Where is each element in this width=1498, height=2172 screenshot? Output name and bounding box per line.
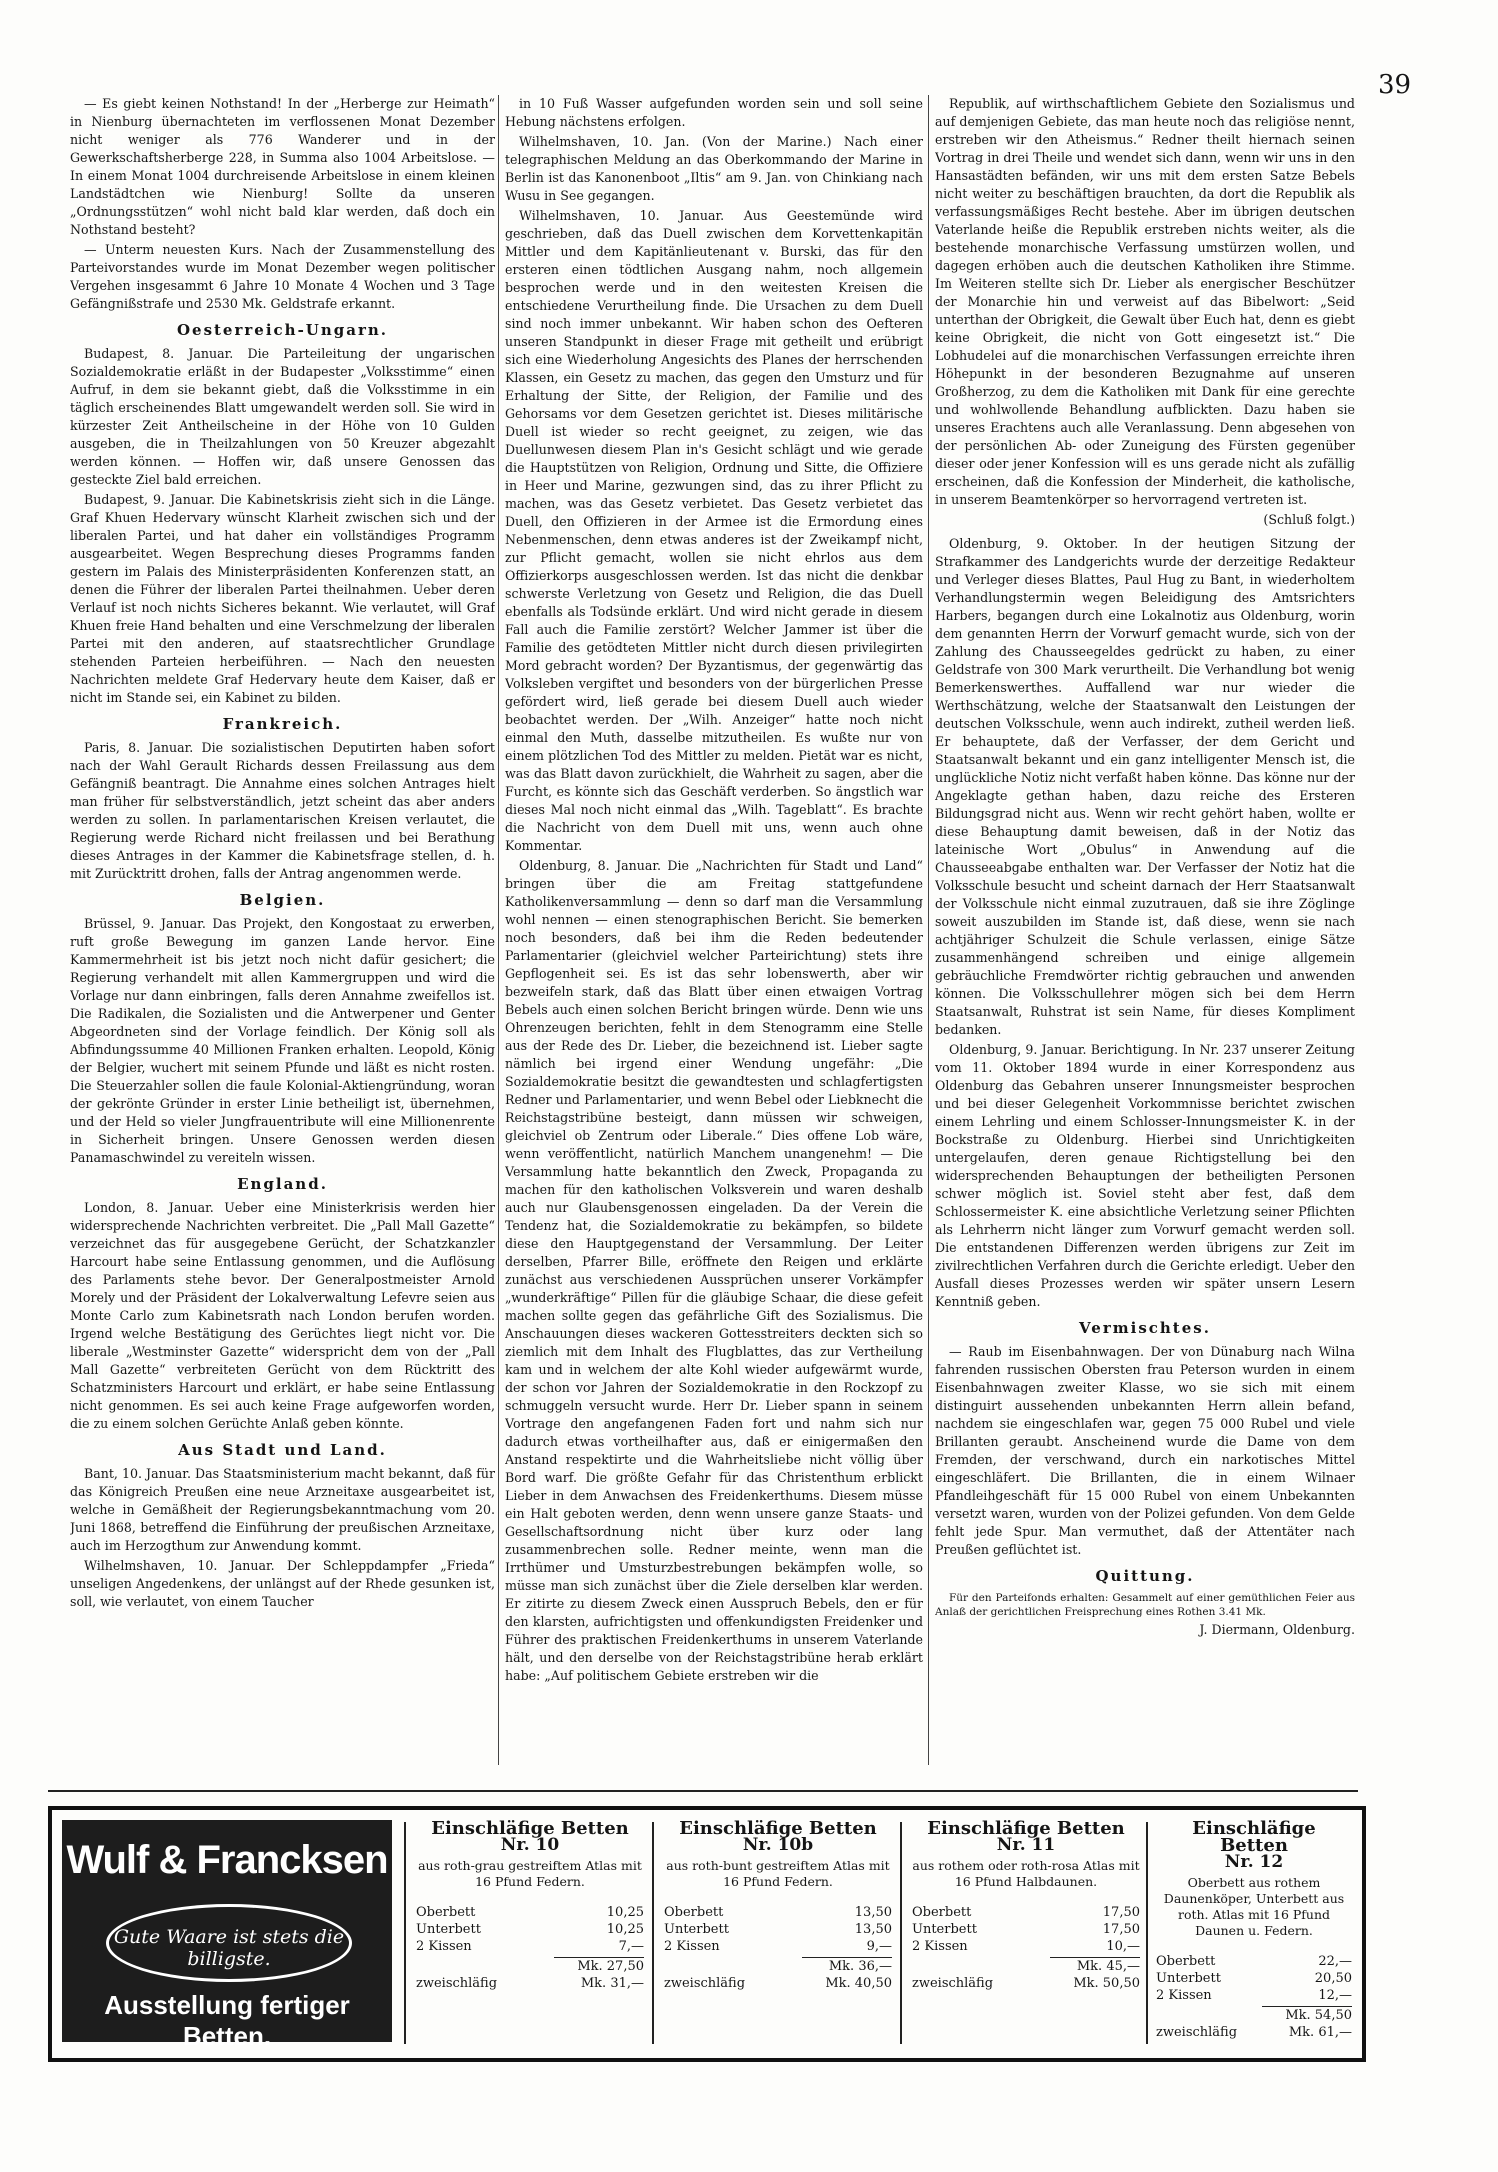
offer-nr-10 <box>416 1820 644 2044</box>
item-price: 13,50 <box>854 1922 892 1937</box>
offer-description: aus roth-bunt gestreiftem Atlas mit 16 Pfund Federn. <box>666 1858 890 1889</box>
offer-nr-11 <box>912 1820 1140 2044</box>
item-label: Oberbett <box>664 1905 724 1920</box>
double-price: Mk. 50,50 <box>1073 1976 1140 1991</box>
price-row <box>664 1904 892 1921</box>
article-paragraph: — Unterm neuesten Kurs. Nach der Zusammenstellung des Parteivorstandes wurde im Monat Dezember wegen politischer Vergehen insgesammt 6 Jahre 10 Monate 4 Wochen und 3 Tage Gefängnißstrafe und 2530 Mk. Geldstrafe erkannt. <box>70 242 495 311</box>
offer-total: Mk. 36,— <box>802 1957 892 1975</box>
item-label: 2 Kissen <box>1156 1988 1212 2003</box>
item-price: 17,50 <box>1102 1905 1140 1920</box>
double-label: zweischläfig <box>416 1976 498 1991</box>
section-heading: Belgien. <box>239 891 326 909</box>
offer-title: Einschläfige Betten <box>679 1818 877 1839</box>
item-label: Oberbett <box>1156 1954 1216 1969</box>
section-heading: Vermischtes. <box>1079 1319 1211 1337</box>
ad-top-rule <box>48 1790 1358 1792</box>
offer-nr-12 <box>1156 1820 1352 2044</box>
price-row <box>416 1938 644 1955</box>
item-label: Unterbett <box>664 1922 729 1937</box>
offer-number: Nr. 10b <box>742 1835 814 1855</box>
price-row <box>1156 1970 1352 1987</box>
price-row <box>416 1904 644 1921</box>
item-label: 2 Kissen <box>912 1939 968 1954</box>
article-paragraph: in 10 Fuß Wasser aufgefunden worden sein und soll seine Hebung nächstens erfolgen. <box>505 96 923 129</box>
offer-title: Einschläfige Betten <box>1192 1818 1316 1856</box>
double-bed-row <box>1156 2024 1352 2041</box>
section-heading: England. <box>237 1175 328 1193</box>
double-price: Mk. 61,— <box>1288 2025 1352 2040</box>
offer-number: Nr. 12 <box>1224 1852 1284 1872</box>
offer-total: Mk. 27,50 <box>554 1957 644 1975</box>
column-2 <box>505 95 923 1775</box>
offer-nr-10b <box>664 1820 892 2044</box>
offer-number: Nr. 10 <box>500 1835 560 1855</box>
double-label: zweischläfig <box>912 1976 994 1991</box>
item-label: Unterbett <box>1156 1971 1221 1986</box>
item-label: 2 Kissen <box>416 1939 472 1954</box>
item-label: Unterbett <box>912 1922 977 1937</box>
item-price: 13,50 <box>854 1905 892 1920</box>
offer-total: Mk. 45,— <box>1050 1957 1140 1975</box>
double-price: Mk. 31,— <box>580 1976 644 1991</box>
column-1 <box>70 95 495 1775</box>
article-paragraph: Budapest, 9. Januar. Die Kabinetskrisis zieht sich in die Länge. Graf Khuen Hedervary wünscht Klarheit zwischen sich und der liberalen Partei, und hat daher ein vollständiges Programm ausgearbeitet. Wegen Besprechung dieses Programms fanden gestern im Palais des Ministerpräsidenten Konferenzen statt, an denen die Führer der liberalen Partei theilnahmen. Ueber deren Verlauf ist noch nichts Sicheres bekannt. Wie verlautet, will Graf Khuen freie Hand behalten und eine Verschmelzung der liberalen Partei mit den anderen, auf staatsrechtlicher Grundlage stehenden Parteien herbeiführen. — Nach den neuesten Nachrichten meldete Graf Hedervary heute dem Kaiser, daß er nicht im Stande sei, ein Kabinet zu bilden. <box>70 492 495 705</box>
article-paragraph: Brüssel, 9. Januar. Das Projekt, den Kongostaat zu erwerben, ruft große Bewegung im ganzen Lande hervor. Eine Kammermehrheit ist bis jetzt noch nicht dafür gesichert; die Regierung verhandelt mit allen Kammergruppen und wird die Vorlage nur dann einbringen, falls deren Annahme zweifellos ist. Die Radikalen, die Sozialisten und die Antwerpener und Genter Abgeordneten sind der Vorlage feindlich. Der König soll als Abfindungssumme 40 Millionen Franken erhalten. Leopold, König der Belgier, wuchert mit seinem Pfunde und läßt es nicht rosten. Die Steuerzahler sollen die faule Kolonial-Aktiengründung, woran der gekrönte Gründer in erster Linie betheiligt ist, übernehmen, und der Held so vieler Jungfrauentribute will eine Millionenrente in Sicherheit bringen. Unsere Genossen werden diesen Panamaschwindel zu vereiteln wissen. <box>70 916 495 1165</box>
article-paragraph: Wilhelmshaven, 10. Januar. Aus Geestemünde wird geschrieben, daß das Duell zwischen dem Korvettenkapitän Mittler und dem Kapitänlieutenant v. Burski, das für den ersteren einen tödtlichen Ausgang nahm, noch allgemein besprochen werde und in den weitesten Kreisen die entschiedene Verurtheilung finde. Die Ursachen zu dem Duell sind noch immer unbekannt. Wir haben schon des Oefteren unseren Standpunkt in dieser Frage mit getheilt und erübrigt sich eine Wiederholung Angesichts des Planes der herrschenden Klassen, ein Gesetz zu machen, das gegen den Umsturz und für Erhaltung der Sitte, der Religion, der Familie und des Gehorsams vor dem Gesetzen gerichtet ist. Dieses militärische Duell ist wieder so recht geeignet, zu zeigen, wie das Duellunwesen diesem Plan in's Gesicht schlägt und wie gerade die Hauptstützen von Religion, Ordnung und Sitte, die Offiziere in Heer und Marine, gezwungen sind, das zu ihrer Pflicht zu machen, was das Gesetz verbietet. Das Gesetz verbietet das Duell, den Offizieren in der Armee ist die Ermordung eines Nebenmenschen, denn etwas anderes ist der Zweikampf nicht, zur Pflicht gemacht, wollen sie nicht ehrlos aus dem Offizierkorps ausgeschlossen werden. Ist das nicht die denkbar schwerste Verletzung von Gesetz und Religion, die das Duell ebenfalls als Todsünde erklärt. Und wird nicht gerade in diesem Fall auch die Familie zerstört? Welcher Jammer ist über die Familie des getödteten Mittler nicht durch diesen privilegirten Mord gebracht worden? Der Byzantismus, der gegenwärtig das Volksleben vergiftet und besonders von der bürgerlichen Presse gefördert wird, ließ gerade bei diesem Duell auch wieder beobachtet werden. Der „Wilh. Anzeiger“ hatte noch nicht einmal den Muth, dasselbe mitzutheilen. Es wußte nur von einem plötzlichen Tod des Mittler zu melden. Pietät war es nicht, was das Blatt davon zurückhielt, die Wahrheit zu sagen, aber die Furcht, es könnte sich das Geschäft verderben. So ängstlich war dieses Mal noch nicht einmal das „Wilh. Tageblatt“. Es brachte die Nachricht von dem Duell mit uns, wenn auch ohne Kommentar. <box>505 208 923 853</box>
signature-line: J. Diermann, Oldenburg. <box>1199 1622 1355 1637</box>
section-heading: Aus Stadt und Land. <box>178 1441 387 1459</box>
brand-name: Wulf & Francksen <box>66 1838 388 1882</box>
double-price: Mk. 40,50 <box>825 1976 892 1991</box>
double-label: zweischläfig <box>664 1976 746 1991</box>
section-heading: Quittung. <box>1095 1567 1195 1585</box>
double-label: zweischläfig <box>1156 2025 1238 2040</box>
article-paragraph: London, 8. Januar. Ueber eine Ministerkrisis werden hier widersprechende Nachrichten verbreitet. Die „Pall Mall Gazette“ verzeichnet das für ausgegebene Gerücht, der Schatzkanzler Harcourt habe seine Entlassung genommen, und die Auflösung des Parlaments stehe bevor. Der Generalpostmeister Arnold Morely und der Präsident der Lokalverwaltung Lefevre seien aus Monte Carlo zum Kabinetsrath nach London berufen worden. Irgend welche Bestätigung des Gerüchtes liegt nicht vor. Die liberale „Westminster Gazette“ widerspricht dem von der „Pall Mall Gazette“ verbreiteten Gerücht von dem Rücktritt des Schatzministers Harcourt und erklärt, er habe seine Entlassung nicht genommen. Es sei auch keine Frage aufgeworfen worden, die zu einem solchen Gerüchte Anlaß geben könnte. <box>70 1200 495 1431</box>
article-paragraph: Republik, auf wirthschaftlichem Gebiete den Sozialismus und auf demjenigen Gebiete, das man heute noch das religiöse nennt, erstreben wir den Atheismus.“ Redner theilt hiernach seinen Vortrag in drei Theile und wendet sich dann, wenn wir uns in den Hansastädten befänden, wir uns mit dem ersten Satze Bebels nicht weiter zu beschäftigen brauchten, da dort die Republik als verfassungsmäßiges Recht bestehe. Aber im übrigen deutschen Vaterlande heiße die Republik erstreben nichts weiter, als die bestehende monarchische Verfassung umstürzen wollen, und dagegen erhöben auch die deutschen Katholiken ihre Stimme. Im Weiteren stellte sich Dr. Lieber als energischer Beschützer der Monarchie hin und verweist auf das Bibelwort: „Seid unterthan der Obrigkeit, die Gewalt über Euch hat, denn es giebt keine Obrigkeit, die nicht von Gott eingesetzt ist.“ Die Lobhudelei auf die monarchischen Verfassungen erreichte ihren Höhepunkt in der besonderen Bezugnahme auf unseren Großherzog, zu dem die Katholiken mit Dank für eine gerechte und wohlwollende Behandlung aufblickten. Dazu haben sie unseres Erachtens auch alle Veranlassung. Denn abgesehen von der persönlichen Ab- oder Zuneigung des Fürsten gegenüber dieser oder jener Konfession will es uns gerade nicht als zufällig erscheinen, daß die Konfession der Minderheit, die katholische, in unserem Beamtenkörper so hervorragend vertreten ist. <box>935 96 1355 507</box>
offer-description: aus rothem oder roth-rosa Atlas mit 16 Pfund Halbdaunen. <box>912 1858 1140 1889</box>
notice-text: Für den Parteifonds erhalten: Gesammelt auf einer gemüthlichen Feier aus Anlaß der gerichtlichen Freisprechung eines Rothen 3.41 Mk. <box>935 1592 1355 1618</box>
price-row <box>416 1921 644 1938</box>
item-price: 22,— <box>1318 1954 1352 1969</box>
offer-description: aus roth-grau gestreiftem Atlas mit 16 Pfund Federn. <box>418 1858 642 1889</box>
article-paragraph: Wilhelmshaven, 10. Januar. Der Schleppdampfer „Frieda“ unseligen Angedenkens, der unlängst auf der Rhede gesunken ist, soll, wie verlautet, von einem Taucher <box>70 1558 495 1609</box>
article-paragraph: Oldenburg, 9. Januar. Berichtigung. In Nr. 237 unserer Zeitung vom 11. Oktober 1894 wurde in einer Korrespondenz aus Oldenburg das Gebahren unserer Innungsmeister besprochen und bei dieser Gelegenheit Vorkommnisse berichtet zwischen einem Lehrling und einem Schlosser-Innungsmeister K. in der Bockstraße zu Oldenburg. Hierbei sind Unrichtigkeiten untergelaufen, deren genaue Richtigstellung bei den widersprechenden Behauptungen der betheiligten Personen schwer möglich ist. Soviel steht aber fest, daß dem Schlossermeister K. eine absichtliche Verletzung seiner Pflichten als Lehrherrn nicht länger zum Vorwurf gemacht werden soll. Die entstandenen Differenzen werden übrigens zur Zeit im zivilrechtlichen Verfahren durch die Gerichte erledigt. Ueber den Ausfall dieses Prozesses werden wir später unsern Lesern Kenntniß geben. <box>935 1042 1355 1309</box>
column-divider <box>498 95 499 1765</box>
item-price: 20,50 <box>1314 1971 1352 1986</box>
column-divider <box>928 95 929 1765</box>
double-bed-row <box>912 1975 1140 1992</box>
item-price: 17,50 <box>1102 1922 1140 1937</box>
article-paragraph: Oldenburg, 9. Oktober. In der heutigen Sitzung der Strafkammer des Landgerichts wurde der derzeitige Redakteur und Verleger dieses Blattes, Paul Hug zu Bant, in wiederholtem Verhandlungstermin wegen Beleidigung des Amtsrichters Harbers, begangen durch eine Lokalnotiz aus Oldenburg, worin dem genannten Herrn der Vorwurf gemacht wurde, sich von der Zahlung des Chausseegeldes gedrückt zu haben, zu einer Geldstrafe von 300 Mark verurtheilt. Die Verhandlung bot wenig Bemerkenswerthes. Auffallend war nur wieder die Werthschätzung, welche der Staatsanwalt den Leistungen der deutschen Volksschule, wenn auch indirekt, zutheil werden ließ. Er behauptete, daß der Verfasser, der dem Gericht und Staatsanwalt bekannt und ein ganz intelligenter Mensch ist, die unglückliche Notiz nicht verfaßt haben könne. Das könne nur der Angeklagte gethan haben, dazu reiche des Ersteren Bildungsgrad nicht aus. Wenn wir recht gehört haben, wollte er diese Behauptung damit beweisen, daß in der Notiz das lateinische Wort „Obulus“ in Anwendung auf die Chausseeabgabe enthalten war. Der Verfasser der Notiz hat die Volksschule besucht und scheint darnach der Herr Staatsanwalt der Volksschule nicht einmal zuzutrauen, daß sie ihre Zöglinge soweit auszubilden im Stande ist, daß diese, wenn sie nach achtjähriger Schulzeit die Schule verlassen, einige Sätze zusammenhängend schreiben und einige allgemein gebräuchliche Fremdwörter richtig gebrauchen und anwenden können. Die Volksschullehrer mögen sich bei dem Herrn Staatsanwalt, Ruhstrat ist sein Name, für dieses Kompliment bedanken. <box>935 536 1355 1037</box>
ad-divider <box>652 1822 654 2044</box>
item-price: 10,25 <box>606 1905 644 1920</box>
article-paragraph: — Es giebt keinen Nothstand! In der „Herberge zur Heimath“ in Nienburg übernachteten im verflossenen Monat Dezember nicht weniger als 776 Wanderer und in der Gewerkschaftsherberge 228, in Summa also 1004 Arbeitslose. — In einem Monat 1004 durchreisende Arbeitslose in einem kleinen Landstädtchen wie Nienburg! Sollte da unseren „Ordnungsstützen“ wohl nicht bald klar werden, daß doch ein Nothstand besteht? <box>70 96 495 237</box>
page-number: 39 <box>1378 70 1412 100</box>
item-label: Unterbett <box>416 1922 481 1937</box>
offer-title: Einschläfige Betten <box>927 1818 1125 1839</box>
item-price: 12,— <box>1318 1988 1352 2003</box>
signature-line: (Schluß folgt.) <box>1263 512 1355 527</box>
double-bed-row <box>664 1975 892 1992</box>
price-row <box>912 1904 1140 1921</box>
article-paragraph: — Raub im Eisenbahnwagen. Der von Dünaburg nach Wilna fahrenden russischen Obersten frau Peterson wurden in einem Eisenbahnwagen zweiter Klasse, wo sie sich mit einem distinguirt aussehenden unbekannten Herrn allein befand, nachdem sie eingeschlafen war, gegen 75 000 Rubel und viele Brillanten geraubt. Anscheinend wurde die Dame von dem Fremden, der verschwand, durch ein narkotisches Mittel eingeschläfert. Die Brillanten, die in einem Wilnaer Pfandleihgeschäft für 15 000 Rubel von einem Unbekannten versetzt waren, wurden von der Polizei gefunden. Von dem Gelde fehlt jede Spur. Man vermuthet, daß der Attentäter nach Preußen geflüchtet ist. <box>935 1344 1355 1557</box>
offer-title: Einschläfige Betten <box>431 1818 629 1839</box>
ad-divider <box>404 1822 406 2044</box>
offer-number: Nr. 11 <box>996 1835 1056 1855</box>
price-row <box>664 1921 892 1938</box>
brand-box <box>62 1820 392 2051</box>
item-label: 2 Kissen <box>664 1939 720 1954</box>
offer-total: Mk. 54,50 <box>1262 2006 1352 2024</box>
offer-description: Oberbett aus rothem Daunenköper, Unterbett aus roth. Atlas mit 16 Pfund Daunen u. Federn. <box>1163 1875 1345 1938</box>
article-paragraph: Budapest, 8. Januar. Die Parteileitung der ungarischen Sozialdemokratie erläßt in der Budapester „Volksstimme“ einen Aufruf, in dem sie bekannt giebt, daß die Volksstimme in ein täglich erscheinendes Blatt umgewandelt werden soll. Sie wird in kürzester Zeit Antheilscheine in der Höhe von 10 Gulden ausgeben, die in Theilzahlungen von 50 Kreuzer abgezahlt werden können. — Hoffen wir, daß unsere Genossen das gesteckte Ziel bald erreichen. <box>70 346 495 487</box>
ad-divider <box>900 1822 902 2044</box>
price-row <box>1156 1987 1352 2004</box>
article-paragraph: Bant, 10. Januar. Das Staatsministerium macht bekannt, daß für das Königreich Preußen eine neue Arzneitaxe ausgearbeitet ist, welche in Gemäßheit der Regierungsbekanntmachung vom 20. Juni 1868, betreffend die Einführung der preußischen Arzneitaxe, auch im Herzogthum zur Anwendung kommt. <box>70 1466 495 1553</box>
item-label: Oberbett <box>416 1905 476 1920</box>
item-price: 7,— <box>618 1939 644 1954</box>
article-paragraph: Paris, 8. Januar. Die sozialistischen Deputirten haben sofort nach der Wahl Gerault Richards dessen Freilassung aus dem Gefängniß beantragt. Die Annahme eines solchen Antrages hielt man früher für selbstverständlich, jetzt scheint das aber anders werden zu sollen. In parlamentarischen Kreisen verlautet, die Regierung werde Richard nicht freilassen und bei Berathung dieses Antrages in der Kammer die Kabinetsfrage stellen, d. h. mit Zurücktritt drohen, falls der Antrag angenommen werde. <box>70 740 495 881</box>
price-row <box>1156 1953 1352 1970</box>
article-paragraph: Wilhelmshaven, 10. Jan. (Von der Marine.) Nach einer telegraphischen Meldung an das Oberkommando der Marine in Berlin ist das Kanonenboot „Iltis“ am 9. Jan. von Chinkiang nach Wusu in See gegangen. <box>505 134 923 203</box>
column-3 <box>935 95 1355 1775</box>
price-row <box>664 1938 892 1955</box>
double-bed-row <box>416 1975 644 1992</box>
section-heading: Oesterreich-Ungarn. <box>176 321 389 339</box>
section-heading: Frankreich. <box>222 715 343 733</box>
price-row <box>912 1921 1140 1938</box>
item-price: 10,— <box>1106 1939 1140 1954</box>
item-price: 9,— <box>866 1939 892 1954</box>
article-paragraph: Oldenburg, 8. Januar. Die „Nachrichten für Stadt und Land“ bringen über die am Freitag stattgefundene Katholikenversammlung — denn so darf man die Versammlung wohl nennen — einen stenographischen Bericht. Sie bemerken noch besonders, daß bei ihm die Reden bedeutender Parlamentarier (gleichviel welcher Parteirichtung) stets ihre Gepflogenheit sei. Es ist das sehr lobenswerth, aber wir bezweifeln stark, daß das Blatt über einen etwaigen Vortrag Bebels auch einen solchen Bericht bringen würde. Denn wie uns Ohrenzeugen berichten, fehlt in dem Stenogramm eine Stelle aus der Rede des Dr. Lieber, die bezeichnend ist. Lieber sagte nämlich bei irgend einer Wendung ungefähr: „Die Sozialdemokratie besitzt die gewandtesten und schlagfertigsten Redner und Parlamentarier, und wenn Bebel oder Liebknecht die Reichstagstribüne besteigt, dann müssen wir schweigen, gleichviel ob Zentrum oder Liberale.“ Dies offene Lob wäre, wenn veröffentlicht, natürlich Manchem unangenehm! — Die Versammlung hatte bekanntlich den Zweck, Propaganda zu machen für den katholischen Volksverein und waren deshalb auch nur Glaubensgenossen eingeladen. Da der Verein die Tendenz hat, die Sozialdemokratie zu bekämpfen, so bildete diese den Hauptgegenstand der Versammlung. Der Leiter derselben, Pfarrer Bille, eröffnete den Reigen und erklärte zunächst aus verschiedenen Aussprüchen unserer Vorkämpfer „wunderkräftige“ Pillen für die gläubige Schaar, die diese gefeit machen sollte gegen das gefährliche Gift des Sozialismus. Die Anschauungen dieses wackeren Gottesstreiters deckten sich so ziemlich mit dem Inhalt des Flugblattes, das zur Vertheilung kam und in welchem der alte Kohl wieder aufgewärmt wurde, der schon vor Jahren der Sozialdemokratie in den Rockzopf zu schmuggeln versucht wurde. Herr Dr. Lieber spann in seinem Vortrage den angefangenen Faden fort und nahm sich nur dadurch etwas vortheilhafter aus, daß er einigermaßen den Anstand respektirte und die Wahrheitsliebe nicht völlig über Bord warf. Die größte Gefahr für das Christenthum erblickt Lieber in dem Anwachsen des Freidenkerthums. Diesem müsse ein Halt geboten werden, denn wenn unsere ganze Staats- und Gesellschaftsordnung nicht über kurz oder lang zusammenbrechen solle. Redner meinte, wenn man die Irrthümer und Umsturzbestrebungen bekämpfen wolle, so müsse man sich zunächst über die Ziele derselben klar werden. Er zitirte zu diesem Zweck einen Ausspruch Bebels, den er für den klarsten, aufrichtigsten und offenkundigsten Freidenker und Führer des praktischen Freidenkerthums in unserem Vaterlande hält, und den derselbe von der Reichstagstribüne herab erklärt habe: „Auf politischem Gebiete erstreben wir die <box>505 858 923 1683</box>
advertisement <box>48 1806 1366 2062</box>
price-row <box>912 1938 1140 1955</box>
item-label: Oberbett <box>912 1905 972 1920</box>
brand-tagline: Ausstellung fertiger Betten. <box>104 1990 350 2051</box>
brand-motto: Gute Waare ist stets die billigste. <box>113 1926 345 1970</box>
ad-divider <box>1146 1822 1148 2044</box>
item-price: 10,25 <box>606 1922 644 1937</box>
